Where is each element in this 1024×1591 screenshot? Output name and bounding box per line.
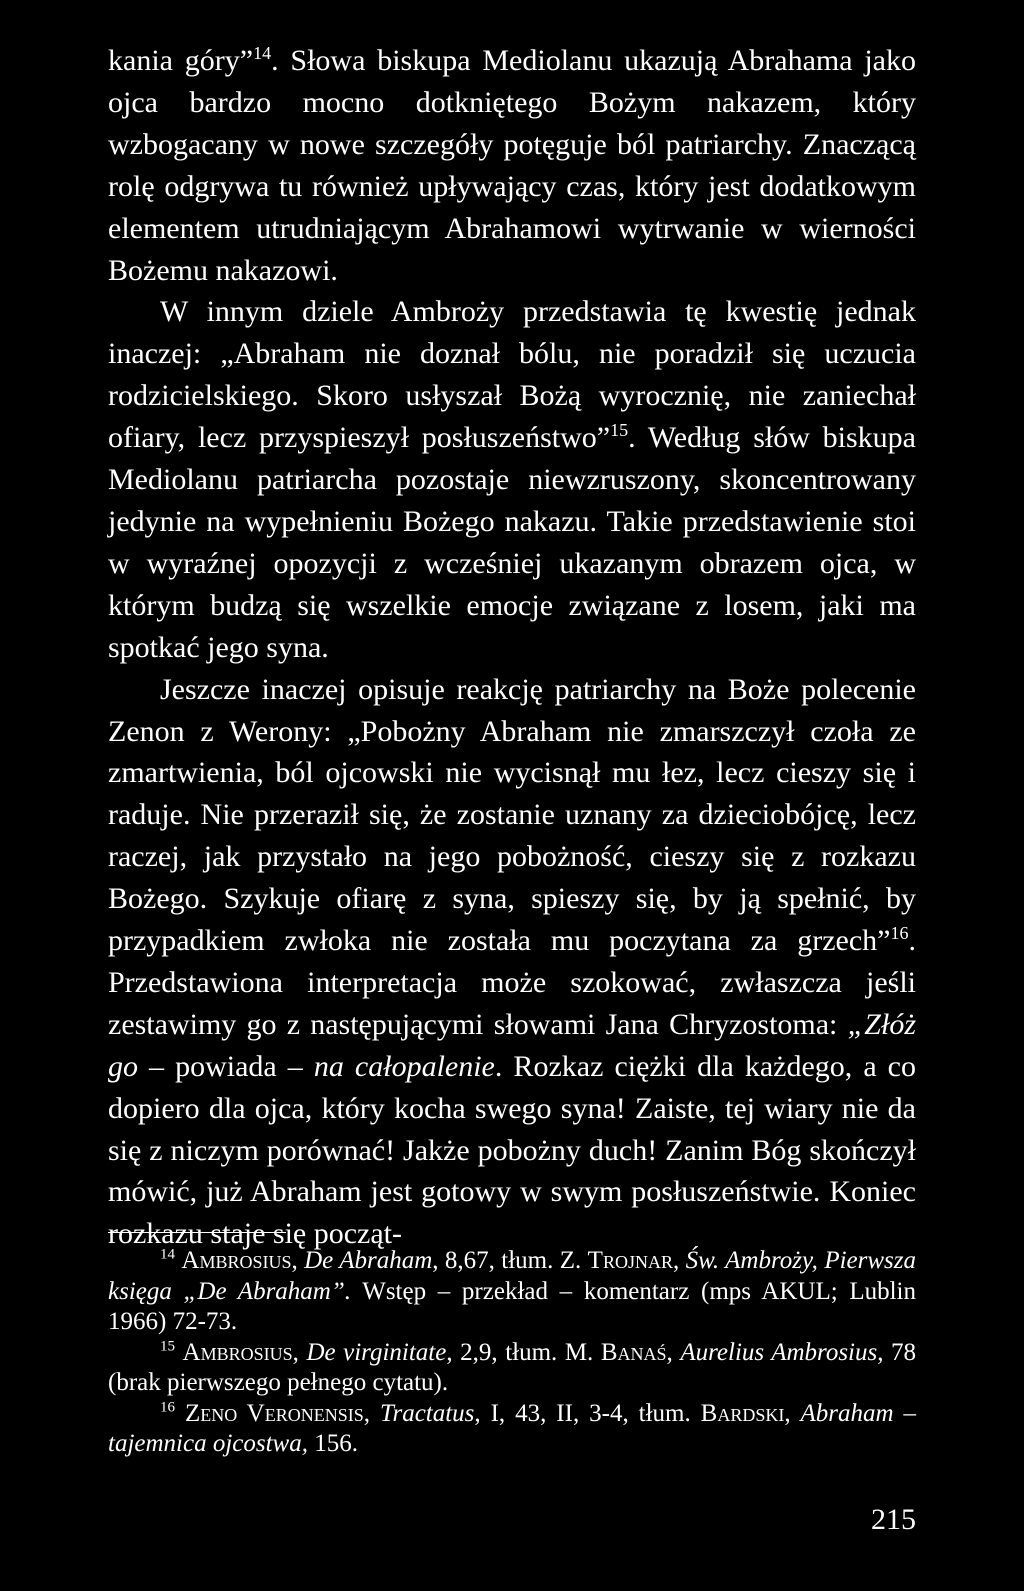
italic-text: Tractatus <box>379 1399 475 1427</box>
text-run: Wstęp – przekład – komentarz (mps AKUL; Lublin 1966) 72-73. <box>108 1277 916 1335</box>
text-run: . Rozkaz ciężki dla każdego, a co dopiero dla ojca, który kocha swego syna! Zaiste, tej wiary nie da się z niczym porównać! Jakże pobożny duch! Zanim Bóg skończył mówić, już Abraham jest gotowy w swym posłuszeństwie. Koniec rozkazu staje się począt- <box>108 1049 916 1251</box>
footnote-marker: 15 <box>160 1338 175 1355</box>
text-run: Jeszcze inaczej opisuje reakcję patriarchy na Boże polecenie Zenon z Werony: „Pobożny Abraham nie zmarszczył czoła ze zmartwienia, ból ojcowski nie wycisnął mu łez, lecz cieszy się i raduje. Nie przeraził się, że zostanie uznany za dzieciobójcę, lecz raczej, jak przystało na jego pobożność, cieszy się z rozkazu Bożego. Szykuje ofiarę z syna, spieszy się, by ją spełnić, by przypadkiem zwłoka nie została mu poczytana za grzech” <box>108 672 916 958</box>
italic-text: De virginitate <box>306 1338 447 1366</box>
italic-text: Aurelius Ambrosius <box>680 1338 878 1366</box>
author-name: Ambrosius <box>182 1338 293 1366</box>
text-run: 156. <box>307 1430 358 1457</box>
footnote-marker: 16 <box>890 923 909 944</box>
text-run: , 78 (brak pierwszego pełnego cytatu). <box>108 1338 917 1396</box>
footnote-marker: 16 <box>160 1399 175 1416</box>
footnote-16 <box>108 1399 916 1460</box>
footnote-marker: 14 <box>253 43 272 63</box>
author-name: Ambrosius <box>181 1247 292 1274</box>
italic-text: De Abraham <box>304 1247 433 1274</box>
author-name: Zeno Veronensis <box>184 1399 364 1427</box>
text-run: W innym dziele Ambroży przedstawia tę kwestię jednak inaczej: „Abraham nie doznał bólu, nie poradził się uczucia rodzicielskiego. Skoro usłyszał Bożą wyrocznię, nie zaniechał ofiary, lecz przyspieszył posłuszeństwo” <box>108 295 916 455</box>
italic-text: na całopalenie <box>313 1049 495 1083</box>
body-paragraph-2 <box>108 291 916 668</box>
text-run: , I, 43, II, 3-4, tłum. <box>474 1399 701 1427</box>
text-run: , <box>666 1338 681 1366</box>
italic-text: Abraham – tajemnica ojcostwa, <box>108 1399 917 1457</box>
footnote-marker: 14 <box>160 1246 175 1263</box>
text-run: – powiada – <box>138 1049 314 1083</box>
italic-text: Św. Ambroży, Pierwsza księga „De Abraham”. <box>108 1247 916 1305</box>
text-run: , <box>292 1338 307 1366</box>
footnote-marker: 15 <box>610 420 629 441</box>
footnote-14 <box>108 1246 916 1338</box>
author-name: Bardski <box>700 1399 785 1427</box>
text-run: , 8,67, tłum. Z. <box>432 1247 588 1274</box>
footnote-15 <box>108 1338 916 1399</box>
text-run: , <box>784 1399 801 1427</box>
text-run: . Według słów biskupa Mediolanu patriarcha pozostaje niewzruszony, skoncentrowany jedynie na wypełnieniu Bożego nakazu. Takie przedstawienie stoi w wyraźnej opozycji z wcześniej ukazanym obrazem ojca, w którym budzą się wszelkie emocje związane z losem, jaki ma spotkać jego syna. <box>108 421 916 664</box>
text-run <box>175 1400 185 1427</box>
text-run: , <box>291 1247 305 1274</box>
text-run: , <box>672 1247 686 1274</box>
text-run: kania góry” <box>108 44 254 77</box>
footnotes <box>108 1246 916 1460</box>
text-run: , 2,9, tłum. M. <box>446 1338 601 1366</box>
page-number: 215 <box>871 1503 916 1536</box>
text-run: . Słowa biskupa Mediolanu ukazują Abrahama jako ojca bardzo mocno dotkniętego Bożym nakazem, który wzbogacany w nowe szczegóły potęguje ból patriarchy. Znaczącą rolę odgrywa tu również upływający czas, który jest dodatkowym elementem utrudniającym Abrahamowi wytrwanie w wierności Bożemu nakazowi. <box>108 44 916 287</box>
text-run <box>175 1339 183 1366</box>
italic-text: „Złóż go <box>108 1007 916 1083</box>
text-run: . Przedstawiona interpretacja może szokować, zwłaszcza jeśli zestawimy go z następującymi słowami Jana Chryzostoma: <box>108 924 916 1041</box>
page-body <box>108 40 916 1255</box>
author-name: Trojnar <box>587 1247 673 1274</box>
body-paragraph-3 <box>108 669 916 1256</box>
body-paragraph-1 <box>108 40 916 291</box>
author-name: Banaś <box>600 1338 667 1366</box>
text-run: , <box>363 1399 380 1427</box>
footnote-separator <box>108 1232 286 1233</box>
